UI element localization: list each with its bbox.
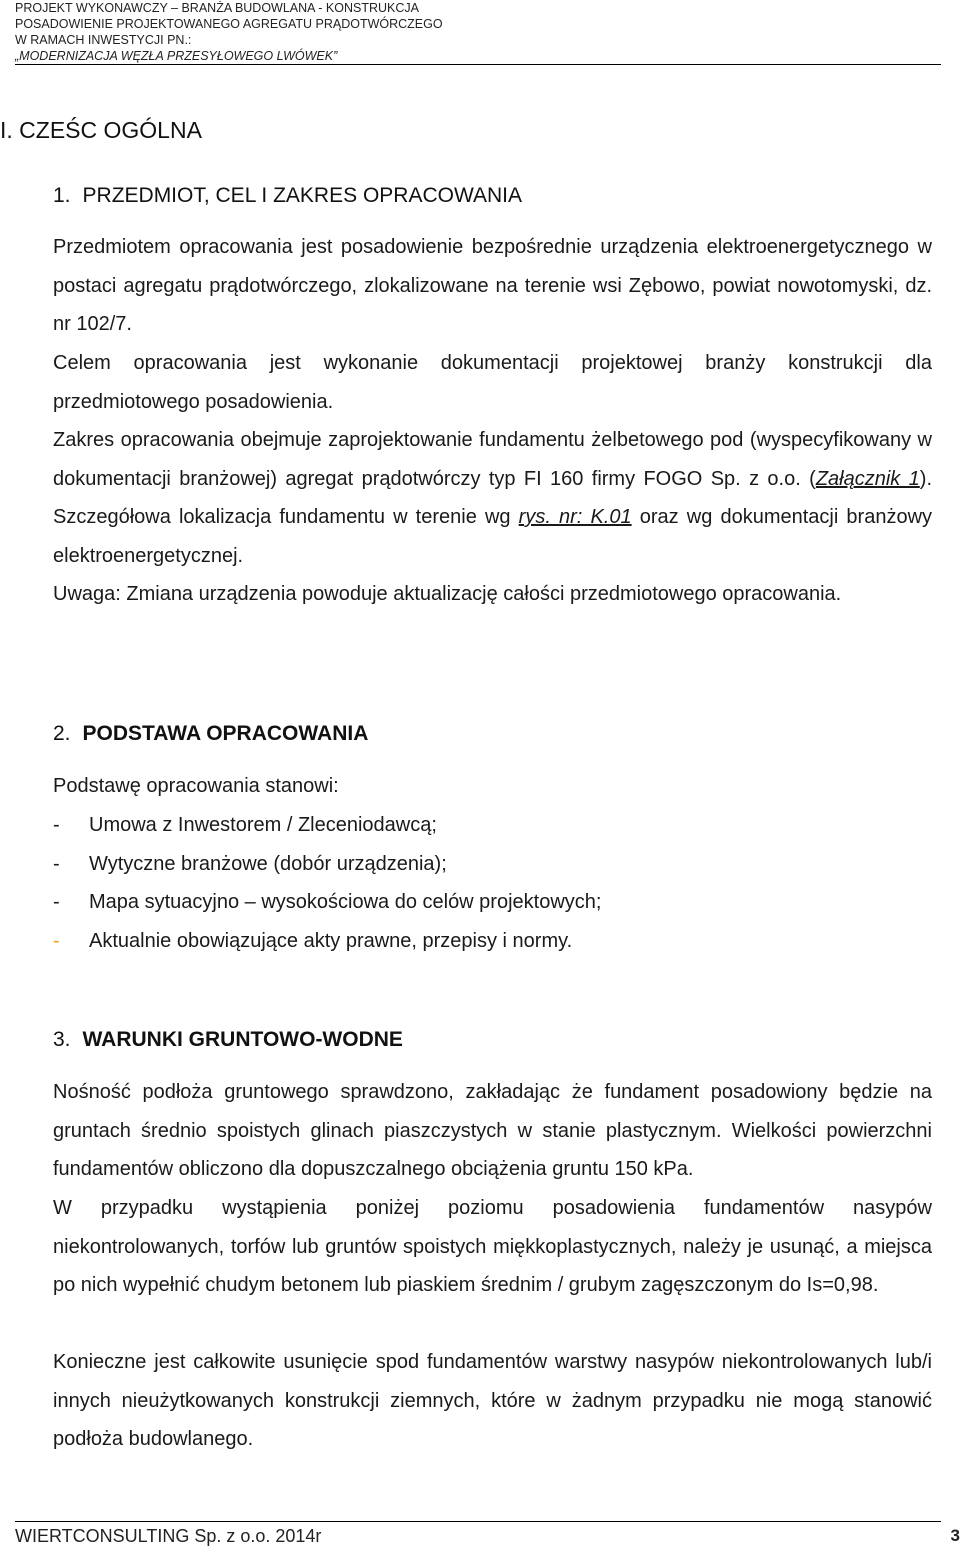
section-number: 3.: [53, 1028, 71, 1051]
list-item: - Mapa sytuacyjno – wysokościowa do celów projektowych;: [53, 883, 601, 922]
basis-list: [53, 806, 601, 960]
section-3-paragraph-1: Nośność podłoża gruntowego sprawdzono, zakładając że fundament posadowiony będzie na gruntach średnio spoistych glinach piaszczystych w stanie plastycznym. Wielkości powierzchni fundamentów obliczono dla dopuszczalnego obciążenia gruntu 150 kPa.: [53, 1081, 932, 1181]
section-2-intro: Podstawę opracowania stanowi:: [53, 775, 339, 797]
section-number: 1.: [53, 184, 71, 207]
section-1-note: Uwaga: Zmiana urządzenia powoduje aktualizację całości przedmiotowego opracowania.: [53, 583, 842, 605]
footer-divider: [15, 1521, 941, 1522]
section-title: WARUNKI GRUNTOWO-WODNE: [82, 1028, 403, 1051]
header-divider: [15, 64, 941, 65]
header-line: „MODERNIZACJA WĘZŁA PRZESYŁOWEGO LWÓWEK”: [15, 49, 338, 63]
section-number: 2.: [53, 722, 71, 745]
header-line: PROJEKT WYKONAWCZY – BRANŻA BUDOWLANA - KONSTRUKCJA: [15, 1, 419, 15]
section-2-heading: [53, 720, 368, 748]
section-3-heading: [53, 1026, 403, 1054]
list-dash: -: [53, 852, 60, 875]
header-line: POSADOWIENIE PROJEKTOWANEGO AGREGATU PRĄDOTWÓRCZEGO: [15, 17, 443, 31]
list-item: - Wytyczne branżowe (dobór urządzenia);: [53, 845, 601, 884]
list-item: - Aktualnie obowiązujące akty prawne, przepisy i normy.: [53, 922, 601, 961]
section-title: PRZEDMIOT, CEL I ZAKRES OPRACOWANIA: [82, 184, 523, 207]
page-number: 3: [950, 1526, 960, 1545]
list-dash-highlighted: -: [53, 929, 60, 952]
section-3-paragraph-3: Konieczne jest całkowite usunięcie spod fundamentów warstwy nasypów niekontrolowanych lub/i innych nieużytkowanych konstrukcji ziemnych, które w żadnym przypadku nie mogą stanowić podłoża budowlanego.: [53, 1351, 932, 1451]
footer-company: WIERTCONSULTING Sp. z o.o. 2014r: [15, 1526, 322, 1546]
list-dash: -: [53, 814, 60, 836]
list-item: - Umowa z Inwestorem / Zleceniodawcą;: [53, 806, 601, 845]
section-1-heading: [53, 182, 522, 210]
section-3-paragraph-2: W przypadku wystąpienia poniżej poziomu posadowienia fundamentów nasypów niekontrolowanych, torfów lub gruntów spoistych miękkoplastycznych, należy je usunąć, a miejsca po nich wypełnić chudym betonem lub piaskiem średnim / grubym zagęszczonym do Is=0,98.: [53, 1197, 932, 1297]
list-dash: -: [53, 891, 60, 914]
page-header: [15, 0, 940, 64]
section-1-paragraph-3: Zakres opracowania obejmuje zaprojektowanie fundamentu żelbetowego pod (wyspecyfikowany w dokumentacji branżowej) agregat prądotwórczy typ FI 160 firmy FOGO Sp. z o.o. (Załącznik 1). Szczegółowa lokalizacja fundamentu w terenie wg rys. nr: K.01 oraz wg dokumentacji branżowy elektroenergetycznej.: [53, 429, 933, 567]
attachment-link[interactable]: Załącznik 1: [815, 467, 920, 490]
section-title: PODSTAWA OPRACOWANIA: [82, 722, 369, 745]
part-title: I. CZEŚC OGÓLNA: [0, 117, 202, 143]
drawing-reference-link[interactable]: rys. nr: K.01: [518, 506, 632, 529]
section-1-paragraph-1: Przedmiotem opracowania jest posadowienie bezpośrednie urządzenia elektroenergetycznego w postaci agregatu prądotwórczego, zlokalizowane na terenie wsi Zębowo, powiat nowotomyski, dz. nr 102/7.: [53, 236, 932, 336]
section-1-paragraph-2: Celem opracowania jest wykonanie dokumentacji projektowej branży konstrukcji dla przedmiotowego posadowienia.: [53, 352, 932, 413]
header-line: W RAMACH INWESTYCJI PN.:: [15, 33, 192, 47]
